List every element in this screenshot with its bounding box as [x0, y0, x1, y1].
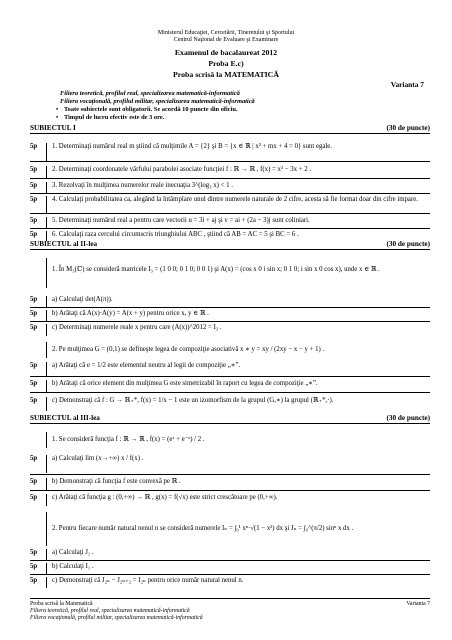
divider — [30, 213, 430, 214]
points-label: 5p — [30, 182, 38, 189]
exam-title: Examenul de bacalaureat 2012 — [174, 48, 278, 57]
points-label: 5p — [30, 143, 38, 150]
problem-text: a) Calculaţi J₁ . — [52, 549, 94, 556]
divider — [30, 228, 430, 229]
divider — [30, 307, 430, 308]
s2-problem-2-intro — [30, 342, 430, 358]
problem-text: 3. Rezolvaţi în mulţimea numerelor reale inecuaţia 3^(log₃ x) < 1 . — [52, 182, 233, 189]
points-label: 5p — [30, 231, 38, 238]
problem-text: 5. Determinaţi numărul real a pentru care vectorii u = 3i + aj şi v = ai + (2a − 3)j sunt coliniari. — [52, 217, 310, 224]
problem-text: a) Calculaţi det(A(π)). — [52, 296, 113, 303]
section-1-points: (30 de puncte) — [386, 124, 430, 132]
footer — [30, 598, 430, 621]
divider — [30, 193, 430, 194]
s1-item — [30, 166, 430, 178]
s3-item — [30, 478, 430, 490]
problem-text: c) Arătaţi că funcţia g : (0,+∞) → ℝ , g(x) = f(√x) este strict crescătoare pe (0,+∞). — [52, 494, 278, 501]
problem-text: b) Arătaţi că orice element din mulţimea G este simetrizabil în raport cu legea de compoziţie „∗”. — [52, 380, 318, 387]
s3-item — [30, 494, 430, 506]
points-label: 5p — [30, 362, 38, 369]
s2-item — [30, 380, 430, 392]
intro-bullet-1: • Toate subiectele sunt obligatorii. Se acordă 10 puncte din oficiu. — [64, 106, 238, 113]
problem-text: c) Demonstraţi că f : G → ℝ₊*, f(x) = 1/x − 1 este un izomorfism de la grupul (G,∗) la grupul (ℝ₊*,·). — [52, 397, 334, 404]
divider — [30, 376, 430, 377]
s3-problem-2-intro — [30, 512, 430, 546]
points-label: 5p — [30, 455, 38, 462]
s2-item — [30, 362, 430, 376]
problem-text: b) Demonstraţi că funcţia f este convexă pe ℝ . — [52, 478, 181, 485]
divider — [30, 161, 430, 162]
s3-item — [30, 577, 430, 588]
divider — [30, 574, 430, 575]
points-label: 5p — [30, 196, 38, 203]
points-label: 5p — [30, 397, 38, 404]
center-name: Centrul Naţional de Evaluare şi Examinare — [173, 37, 279, 43]
ministry-name: Ministerul Educaţiei, Cercetării, Tineretului şi Sportului — [157, 30, 295, 36]
footer-line-2: Filiera teoretică, profilul real, specializarea matematică-informatică — [30, 607, 190, 614]
points-label: 5p — [30, 324, 38, 331]
divider — [30, 178, 430, 179]
subject-title: Proba scrisă la MATEMATICĂ — [173, 70, 279, 79]
divider — [30, 490, 430, 491]
section-3-title: SUBIECTUL al III-lea — [30, 414, 100, 422]
s1-item — [30, 143, 430, 161]
problem-text: b) Arătaţi că A(x)·A(y) = A(x + y) pentru orice x, y ∈ ℝ . — [52, 310, 209, 317]
section-3-points: (30 de puncte) — [386, 414, 430, 422]
section-2-points: (30 de puncte) — [386, 240, 430, 248]
section-1-title: SUBIECTUL I — [30, 124, 76, 132]
problem-text: c) Determinaţi numerele reale x pentru care (A(x))^2012 = I₃ . — [52, 324, 222, 331]
problem-text: 2. Pe mulţimea G = (0,1) se defineşte legea de compoziţie asociativă x ∗ y = xy / (2xy − x − y + 1) . — [52, 346, 325, 353]
problem-text: 6. Calculaţi raza cercului circumscris triunghiului ABC , ştiind că AB = AC = 5 şi BC = 6 . — [52, 231, 299, 238]
points-label: 5p — [30, 217, 38, 224]
probe-title: Proba E.c) — [208, 59, 244, 68]
points-label: 5p — [30, 494, 38, 501]
footer-right: Varianta 7 — [406, 601, 430, 607]
s2-problem-1-intro — [30, 258, 430, 288]
divider — [30, 392, 430, 393]
variant-label: Varianta 7 — [390, 80, 424, 89]
intro-bullet-2: • Timpul de lucru efectiv este de 3 ore. — [64, 114, 164, 121]
problem-text: 1. Se consideră funcţia f : ℝ → ℝ , f(x) = (eˣ + e⁻ˣ) / 2 . — [52, 436, 205, 443]
divider — [30, 321, 430, 322]
points-label: 5p — [30, 310, 38, 317]
footer-left: Proba scrisă la Matematică — [30, 601, 93, 607]
problem-text: 2. Determinaţi coordonatele vârfului parabolei asociate funcţiei f : ℝ → ℝ , f(x) = x² − 3x + 2 . — [52, 166, 312, 173]
section-1-header — [30, 124, 430, 134]
problem-text: 1. În M₃(ℂ) se consideră matricele I₃ = (1 0 0; 0 1 0; 0 0 1) şi A(x) = (cos x 0 i sin x; 0 1 0; i sin x 0 cos x), unde x ∈ ℝ . — [52, 266, 380, 273]
s3-item — [30, 563, 430, 574]
points-label: 5p — [30, 166, 38, 173]
s3-item — [30, 455, 430, 473]
section-3-header — [30, 414, 430, 424]
points-label: 5p — [30, 296, 38, 303]
s2-item — [30, 324, 430, 336]
problem-text: 2. Pentru fiecare număr natural nenul n se consideră numerele Iₙ = ∫₀¹ xⁿ·√(1 − x²) dx şi Jₙ = ∫₀^(π/2) sinⁿ x dx . — [52, 525, 354, 532]
points-label: 5p — [30, 380, 38, 387]
intro-line-2: Filiera vocaţională, profilul militar, specializarea matematică-informatică — [60, 98, 255, 105]
problem-text: b) Calculaţi I₁ . — [52, 563, 94, 570]
problem-text: c) Demonstraţi că J₂ₙ − J₂ₙ₊₂ = I₂ₙ pentru orice număr natural nenul n. — [52, 577, 244, 584]
section-2-title: SUBIECTUL al II-lea — [30, 240, 98, 248]
points-label: 5p — [30, 577, 38, 584]
divider — [30, 474, 430, 475]
section-2-header — [30, 240, 430, 250]
s2-item — [30, 397, 430, 411]
problem-text: a) Arătaţi că e = 1/2 este elementul neutru al legii de compoziţie „∗”. — [52, 362, 241, 369]
problem-text: 1. Determinaţi numărul real m ştiind că mulţimile A = {2} şi B = {x ∈ ℝ | x² + mx + 4 = 0} sunt egale. — [52, 143, 332, 150]
points-label: 5p — [30, 549, 38, 556]
points-label: 5p — [30, 563, 38, 570]
points-label: 5p — [30, 478, 38, 485]
footer-line-3: Filiera vocaţională, profilul militar, specializarea matematică-informatică — [30, 614, 203, 621]
s3-problem-1-intro — [30, 432, 430, 448]
divider — [30, 560, 430, 561]
intro-line-1: Filiera teoretică, profilul real, specializarea matematică-informatică — [60, 90, 240, 97]
s3-item — [30, 549, 430, 560]
problem-text: a) Calculaţi lim (x→+∞) x / f(x) . — [52, 455, 144, 462]
problem-text: 4. Calculaţi probabilitatea ca, alegând la întâmplare unul dintre numerele naturale de 2 cifre, acesta să fie format doar din cifre impare. — [52, 196, 418, 203]
s1-item — [30, 196, 430, 214]
